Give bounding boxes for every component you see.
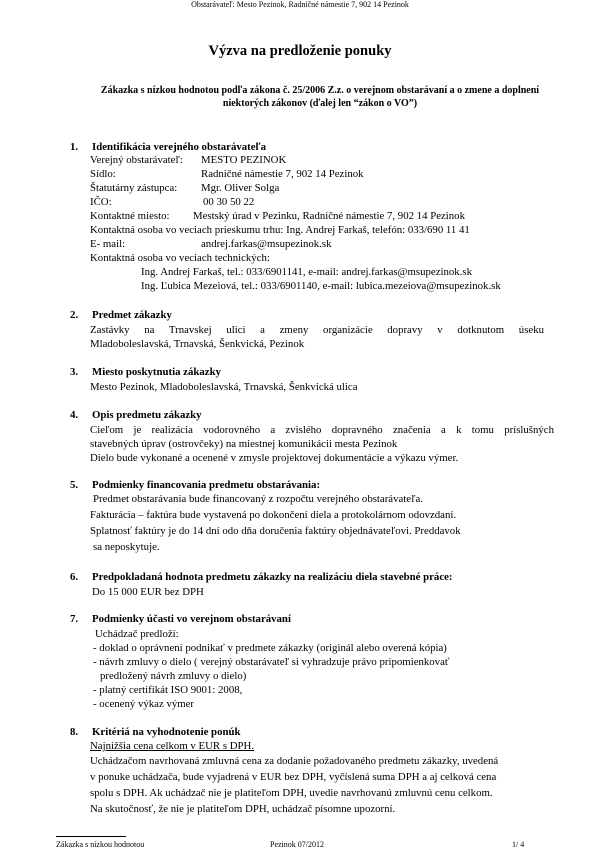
- footer-divider: [56, 836, 126, 837]
- value-sidlo: Radničné námestie 7, 902 14 Pezinok: [201, 168, 364, 180]
- section-heading: Podmienky účasti vo verejnom obstarávaní: [92, 613, 291, 625]
- label-statutar: Štatutárny zástupca:: [90, 182, 178, 194]
- list-item: - ocenený výkaz výmer: [93, 698, 195, 710]
- paragraph-line: Dielo bude vykonané a ocenené v zmysle projektovej dokumentácie a výkazu výmer.: [90, 452, 459, 464]
- section-heading: Podmienky financovania predmetu obstarávania:: [92, 479, 321, 491]
- value-statutar: Mgr. Oliver Solga: [201, 182, 280, 194]
- section-heading: Predmet zákazky: [92, 309, 172, 321]
- contact-technical-2: Ing. Ľubica Mezeiová, tel.: 033/6901140, e-mail: lubica.mezeiova@msupezinok.sk: [141, 280, 501, 292]
- page-title: Výzva na predloženie ponuky: [208, 43, 392, 59]
- section-number: 5.: [70, 479, 79, 491]
- contact-technical-label: Kontaktná osoba vo veciach technických:: [90, 252, 270, 264]
- criterion: Najnižšia cena celkom v EUR s DPH.: [90, 740, 255, 752]
- paragraph-line: sa neposkytuje.: [93, 541, 160, 553]
- section-heading: Opis predmetu zákazky: [92, 409, 202, 421]
- subtitle-line-2: niektorých zákonov (ďalej len “zákon o VO”): [222, 98, 418, 109]
- label-sidlo: Sídlo:: [90, 168, 116, 180]
- label-obstaravatel: Verejný obstarávateľ:: [90, 154, 183, 166]
- section-heading: Miesto poskytnutia zákazky: [92, 366, 221, 378]
- paragraph-line: Uchádzačom navrhovaná zmluvná cena za dodanie požadovaného predmetu zákazky, uvedená: [90, 755, 499, 767]
- section-heading: Kritériá na vyhodnotenie ponúk: [92, 726, 241, 738]
- value-email: andrej.farkas@msupezinok.sk: [201, 238, 332, 250]
- page-number: 1/ 4: [512, 840, 525, 849]
- paragraph-line: Mesto Pezinok, Mladoboleslavská, Trnavská, Šenkvická ulica: [90, 381, 358, 393]
- section-heading: Predpokladaná hodnota predmetu zákazky na realizáciu diela stavebné práce:: [92, 571, 453, 583]
- paragraph-line: spolu s DPH. Ak uchádzač nie je platiteľom DPH, uvedie navrhovanú zmluvnú cenu celkom.: [90, 787, 493, 799]
- contact-technical-1: Ing. Andrej Farkaš, tel.: 033/6901141, e-mail: andrej.farkas@msupezinok.sk: [141, 266, 472, 278]
- paragraph-line: Predmet obstarávania bude financovaný z rozpočtu verejného obstarávateľa.: [93, 493, 423, 505]
- footer-center: Pezinok 07/2012: [270, 840, 324, 849]
- footer-left: Zákazka s nízkou hodnotou: [56, 840, 145, 849]
- label-ico: IČO:: [90, 196, 112, 208]
- section-number: 1.: [70, 141, 79, 153]
- list-item: - platný certifikát ISO 9001: 2008,: [93, 684, 243, 696]
- paragraph-line: stavebných úprav (ostrovčeky) na miestnej komunikácii mesta Pezinok: [90, 438, 398, 450]
- section-number: 3.: [70, 366, 79, 378]
- paragraph-line: Fakturácia – faktúra bude vystavená po dokončení diela a protokolárnom odovzdaní.: [90, 509, 457, 521]
- paragraph-line: Mladoboleslavská, Trnavská, Šenkvická, Pezinok: [90, 338, 305, 350]
- label-kontaktne-miesto: Kontaktné miesto:: [90, 210, 170, 222]
- paragraph-line: Cieľom je realizácia vodorovného a zvislého dopravného značenia a k tomu príslušných: [90, 424, 554, 436]
- paragraph-line: Uchádzač predloží:: [95, 628, 179, 640]
- section-number: 4.: [70, 409, 79, 421]
- paragraph-line: Splatnosť faktúry je do 14 dní odo dňa doručenia faktúry objednávateľovi. Preddavok: [90, 525, 461, 537]
- value-kontaktne-miesto: Mestský úrad v Pezinku, Radničné námestie 7, 902 14 Pezinok: [193, 210, 465, 222]
- paragraph-line: v ponuke uchádzača, bude vyjadrená v EUR bez DPH, vyčíslená suma DPH a aj celková cena: [90, 771, 497, 783]
- page-header: Obstarávateľ: Mesto Pezinok, Radničné námestie 7, 902 14 Pezinok: [191, 0, 409, 9]
- section-number: 2.: [70, 309, 79, 321]
- section-number: 7.: [70, 613, 79, 625]
- subtitle-line-1: Zákazka s nízkou hodnotou podľa zákona č. 25/2006 Z.z. o verejnom obstarávaní a o zmene a doplnení: [100, 85, 540, 96]
- contact-person-market: Kontaktná osoba vo veciach prieskumu trhu: Ing. Andrej Farkaš, telefón: 033/690 11 41: [90, 224, 470, 236]
- value-ico: 00 30 50 22: [203, 196, 255, 208]
- section-heading: Identifikácia verejného obstarávateľa: [92, 141, 266, 153]
- section-number: 8.: [70, 726, 79, 738]
- paragraph-line: Do 15 000 EUR bez DPH: [92, 586, 204, 598]
- list-item: - návrh zmluvy o dielo ( verejný obstarávateľ si vyhradzuje právo pripomienkovať: [93, 656, 450, 668]
- paragraph-line: Zastávky na Trnavskej ulici a zmeny organizácie dopravy v dotknutom úseku: [90, 324, 544, 336]
- section-number: 6.: [70, 571, 79, 583]
- list-item: - doklad o oprávnení podnikať v predmete zákazky (originál alebo overená kópia): [93, 642, 447, 654]
- value-obstaravatel: MESTO PEZINOK: [201, 154, 287, 166]
- label-email: E- mail:: [90, 238, 126, 250]
- paragraph-line: Na skutočnosť, že nie je platiteľom DPH, uchádzač písomne upozorní.: [90, 803, 396, 815]
- subtitle: [80, 84, 560, 110]
- list-item-continued: predložený návrh zmluvy o dielo): [100, 670, 247, 682]
